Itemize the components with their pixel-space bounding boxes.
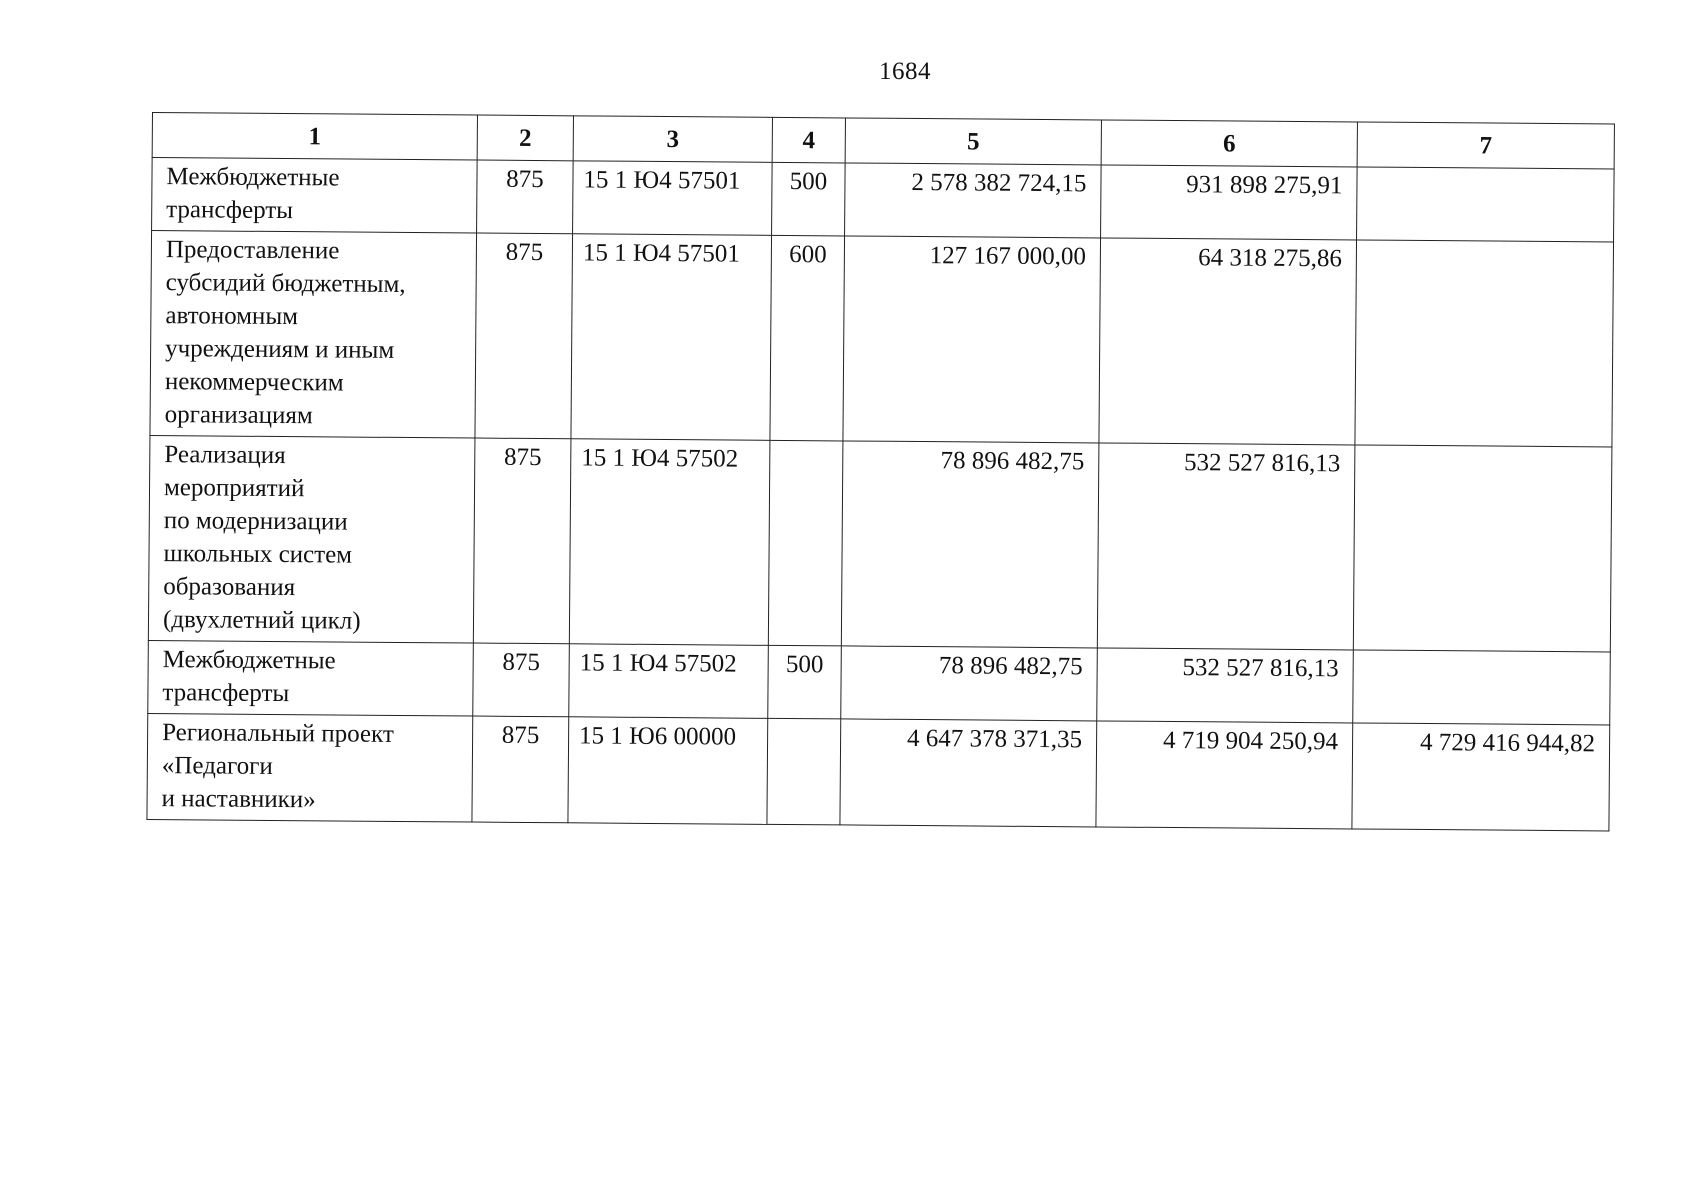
ministry-code-cell: 875 xyxy=(475,233,573,439)
item-name-line: «Педагоги xyxy=(161,752,273,780)
target-article-cell: 15 1 Ю4 57502 xyxy=(569,439,770,646)
amount-col5-cell: 78 896 482,75 xyxy=(841,646,1098,721)
item-name-line: субсидий бюджетным, xyxy=(165,269,406,298)
expense-type-cell xyxy=(768,440,843,646)
item-name-line: трансферты xyxy=(166,196,294,225)
column-header: 5 xyxy=(845,118,1101,165)
column-header: 6 xyxy=(1101,120,1357,167)
amount-col5-cell: 4 647 378 371,35 xyxy=(840,719,1097,827)
item-name-line: (двухлетний цикл) xyxy=(162,606,361,635)
column-header: 1 xyxy=(152,113,477,161)
expense-type-cell: 500 xyxy=(772,162,846,236)
table-row xyxy=(147,713,1610,830)
item-name-line: Региональный проект xyxy=(162,719,394,748)
budget-table xyxy=(146,112,1615,831)
item-name-line: трансферты xyxy=(162,679,290,708)
column-header: 7 xyxy=(1357,122,1614,169)
expense-type-cell: 500 xyxy=(768,645,842,719)
item-name-cell xyxy=(147,713,473,822)
item-name-line: Межбюджетные xyxy=(166,163,340,192)
amount-col5-cell: 127 167 000,00 xyxy=(843,236,1101,443)
ministry-code-cell: 875 xyxy=(477,160,574,234)
expense-type-cell xyxy=(767,718,841,825)
table-row xyxy=(150,231,1614,447)
item-name-line: учреждениям и иным xyxy=(165,335,395,364)
target-article-cell: 15 1 Ю6 00000 xyxy=(568,717,768,825)
ministry-code-cell: 875 xyxy=(472,716,569,823)
amount-col6-cell: 931 898 275,91 xyxy=(1101,165,1358,240)
item-name-line: Предоставление xyxy=(165,236,340,265)
target-article-cell: 15 1 Ю4 57501 xyxy=(573,161,773,236)
item-name-line: организациям xyxy=(164,401,313,430)
item-name-cell xyxy=(148,640,474,716)
table-row xyxy=(152,158,1615,242)
item-name-cell xyxy=(152,158,478,234)
target-article-cell: 15 1 Ю4 57502 xyxy=(569,644,769,719)
item-name-line: по модернизации xyxy=(163,507,348,536)
item-name-line: Реализация xyxy=(164,441,286,470)
item-name-line: некоммерческим xyxy=(164,368,344,397)
amount-col5-cell: 78 896 482,75 xyxy=(841,441,1099,648)
column-header: 4 xyxy=(772,117,845,163)
table-row xyxy=(148,640,1611,724)
ministry-code-cell: 875 xyxy=(473,643,570,717)
amount-col5-cell: 2 578 382 724,15 xyxy=(845,163,1102,238)
table-row xyxy=(148,435,1612,651)
item-name-cell xyxy=(150,231,477,439)
target-article-cell: 15 1 Ю4 57501 xyxy=(571,234,772,441)
amount-col6-cell: 4 719 904 250,94 xyxy=(1096,721,1353,829)
item-name-line: мероприятий xyxy=(163,474,305,503)
item-name-cell xyxy=(148,435,475,643)
amount-col6-cell: 64 318 275,86 xyxy=(1099,238,1357,445)
item-name-line: Межбюджетные xyxy=(162,646,336,675)
column-header: 2 xyxy=(477,115,573,161)
amount-col7-cell xyxy=(1353,445,1612,652)
item-name-line: и наставники» xyxy=(161,785,316,814)
amount-col7-cell: 4 729 416 944,82 xyxy=(1352,723,1610,831)
amount-col6-cell: 532 527 816,13 xyxy=(1097,443,1355,650)
amount-col6-cell: 532 527 816,13 xyxy=(1097,648,1354,723)
ministry-code-cell: 875 xyxy=(473,438,571,644)
page-number: 1684 xyxy=(879,58,931,85)
item-name-line: образования xyxy=(163,573,296,602)
amount-col7-cell xyxy=(1355,240,1614,447)
item-name-line: автономным xyxy=(165,302,299,331)
amount-col7-cell xyxy=(1357,167,1615,242)
column-header: 3 xyxy=(573,116,772,163)
item-name-line: школьных систем xyxy=(163,540,353,569)
amount-col7-cell xyxy=(1353,650,1611,725)
expense-type-cell: 600 xyxy=(770,235,845,441)
